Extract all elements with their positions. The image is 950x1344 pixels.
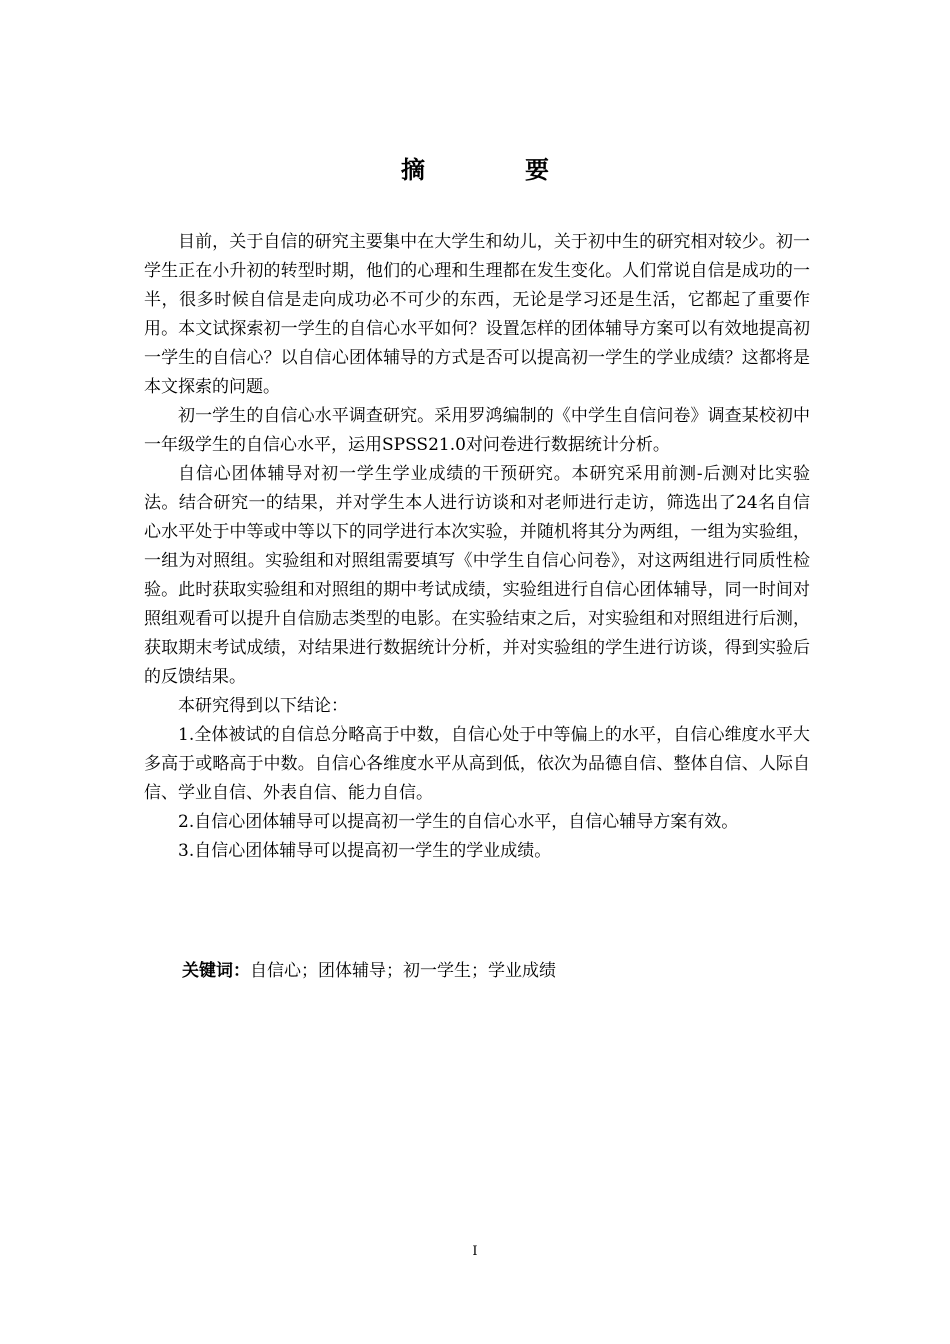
paragraph-conclusion-3: 3.自信心团体辅导可以提高初一学生的学业成绩。 xyxy=(178,841,552,861)
paragraph-conclusion-2: 2.自信心团体辅导可以提高初一学生的自信心水平，自信心辅导方案有效。 xyxy=(178,812,739,832)
paragraph-study-one: 初一学生的自信心水平调查研究。采用罗鸿编制的《中学生自信问卷》调查某校初中一年级学生的自信心水平，运用SPSS21.0对问卷进行数据统计分析。 xyxy=(144,406,810,455)
page-number: I xyxy=(472,1244,478,1259)
keywords-text: 自信心；团体辅导；初一学生；学业成绩 xyxy=(250,961,556,981)
abstract-body xyxy=(144,228,810,866)
paragraph-intro: 目前，关于自信的研究主要集中在大学生和幼儿，关于初中生的研究相对较少。初一学生正在小升初的转型时期，他们的心理和生理都在发生变化。人们常说自信是成功的一半，很多时候自信是走向成功必不可少的东西，无论是学习还是生活，它都起了重要作用。本文试探索初一学生的自信心水平如何？设置怎样的团体辅导方案可以有效地提高初一学生的自信心？以自信心团体辅导的方式是否可以提高初一学生的学业成绩？这都将是本文探索的问题。 xyxy=(144,232,810,397)
keywords-line xyxy=(182,957,822,986)
paragraph-study-two: 自信心团体辅导对初一学生学业成绩的干预研究。本研究采用前测-后测对比实验法。结合研究一的结果，并对学生本人进行访谈和对老师进行走访，筛选出了24名自信心水平处于中等或中等以下的同学进行本次实验，并随机将其分为两组，一组为实验组，一组为对照组。实验组和对照组需要填写《中学生自信心问卷》，对这两组进行同质性检验。此时获取实验组和对照组的期中考试成绩，实验组进行自信心团体辅导，同一时间对照组观看可以提升自信励志类型的电影。在实验结束之后，对实验组和对照组进行后测，获取期末考试成绩，对结果进行数据统计分析，并对实验组的学生进行访谈，得到实验后的反馈结果。 xyxy=(144,464,810,687)
paragraph-conclusion-heading: 本研究得到以下结论： xyxy=(178,696,348,716)
paragraph-conclusion-1: 1.全体被试的自信总分略高于中数，自信心处于中等偏上的水平，自信心维度水平大多高于或略高于中数。自信心各维度水平从高到低，依次为品德自信、整体自信、人际自信、学业自信、外表自信、能力自信。 xyxy=(144,725,810,803)
keywords-label: 关键词： xyxy=(182,961,250,981)
abstract-title: 摘 要 xyxy=(401,156,587,184)
